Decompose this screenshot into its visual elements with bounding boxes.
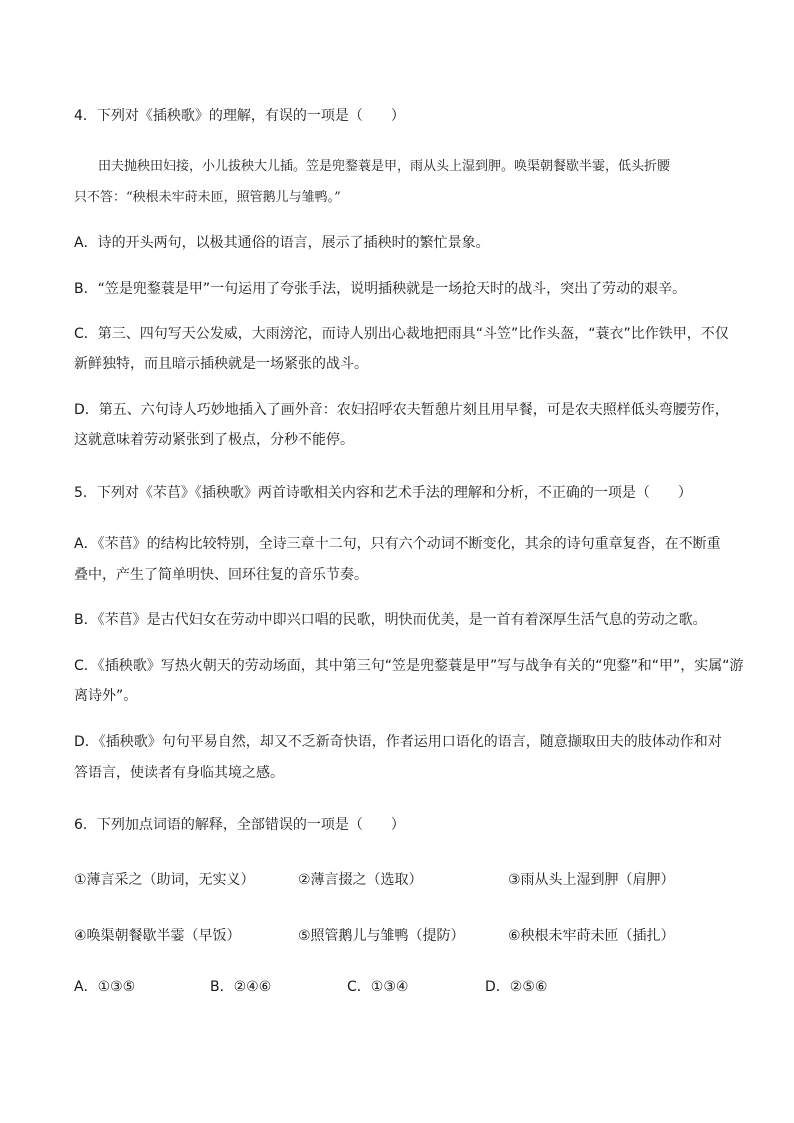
q4-poem-line-2: 只不答：“秧根未牢莳未匝，照管鹅儿与雏鸭。” (74, 190, 341, 205)
q4-poem-line-1: 田夫抛秧田妇接，小儿拔秧大儿插。笠是兜鍪蓑是甲，雨从头上湿到胛。唤渠朝餐歇半霎，低头折腰 (98, 159, 671, 174)
q6-item-1: ①薄言采之（助词，无实义） (74, 872, 255, 888)
q5-option-b: B．《芣苢》是古代妇女在劳动中即兴口唱的民歌，明快而优美，是一首有着深厚生活气息的劳动之歌。 (74, 612, 707, 628)
q4-option-c-line-2: 新鲜独特，而且暗示插秧就是一场紧张的战斗。 (74, 356, 368, 372)
q4-option-c-line-1: C．第三、四句写天公发威，大雨滂沱，而诗人别出心裁地把雨具“斗笠”比作头盔，“蓑衣”比作铁甲，不仅 (74, 326, 729, 342)
q6-choice-c[interactable]: C．①③④ (347, 979, 409, 995)
q5-option-c-line-2: 离诗外”。 (74, 688, 138, 704)
q4-option-b: B．“笠是兜鍪蓑是甲”一句运用了夸张手法，说明插秧就是一场抢天时的战斗，突出了劳动的艰辛。 (74, 281, 687, 297)
q4-option-d-line-1: D．第五、六句诗人巧妙地插入了画外音：农妇招呼农夫暂憩片刻且用早餐，可是农夫照样低头弯腰劳作， (74, 402, 729, 418)
q5-option-c-line-1: C．《插秧歌》写热火朝天的劳动场面，其中第三句“笠是兜鍪蓑是甲”写与战争有关的“兜鍪”和“甲”，实属“游 (74, 658, 744, 674)
q4-option-a: A．诗的开头两句，以极其通俗的语言，展示了插秧时的繁忙景象。 (74, 235, 490, 251)
q6-item-3: ③雨从头上湿到胛（肩胛） (508, 872, 675, 888)
question-6-stem: 6．下列加点词语的解释，全部错误的一项是（ ） (74, 817, 405, 833)
q6-item-4: ④唤渠朝餐歇半霎（早饭） (74, 928, 241, 944)
q6-choice-d[interactable]: D．②⑤⑥ (485, 979, 548, 995)
q6-choice-b[interactable]: B．②④⑥ (210, 979, 272, 995)
q6-item-6: ⑥秧根未牢莳未匝（插扎） (508, 928, 675, 944)
question-5-stem: 5．下列对《芣苢》《插秧歌》两首诗歌相关内容和艺术手法的理解和分析，不正确的一项是（ ） (74, 485, 692, 501)
q5-option-a-line-1: A．《芣苢》的结构比较特别，全诗三章十二句，只有六个动词不断变化，其余的诗句重章复沓，在不断重 (74, 536, 721, 552)
question-4-stem: 4．下列对《插秧歌》的理解，有误的一项是（ ） (74, 108, 405, 124)
q4-option-d-line-2: 这就意味着劳动紧张到了极点，分秒不能停。 (74, 432, 354, 448)
q6-item-2: ②薄言掇之（选取） (298, 872, 423, 888)
q5-option-a-line-2: 叠中，产生了简单明快、回环往复的音乐节奏。 (74, 567, 368, 583)
q6-choice-a[interactable]: A．①③⑤ (74, 979, 136, 995)
q6-item-5: ⑤照管鹅儿与雏鸭（提防） (298, 928, 465, 944)
q5-option-d-line-2: 答语言，使读者有身临其境之感。 (74, 765, 284, 781)
q5-option-d-line-1: D．《插秧歌》句句平易自然，却又不乏新奇快语，作者运用口语化的语言，随意撷取田夫的肢体动作和对 (74, 734, 722, 750)
